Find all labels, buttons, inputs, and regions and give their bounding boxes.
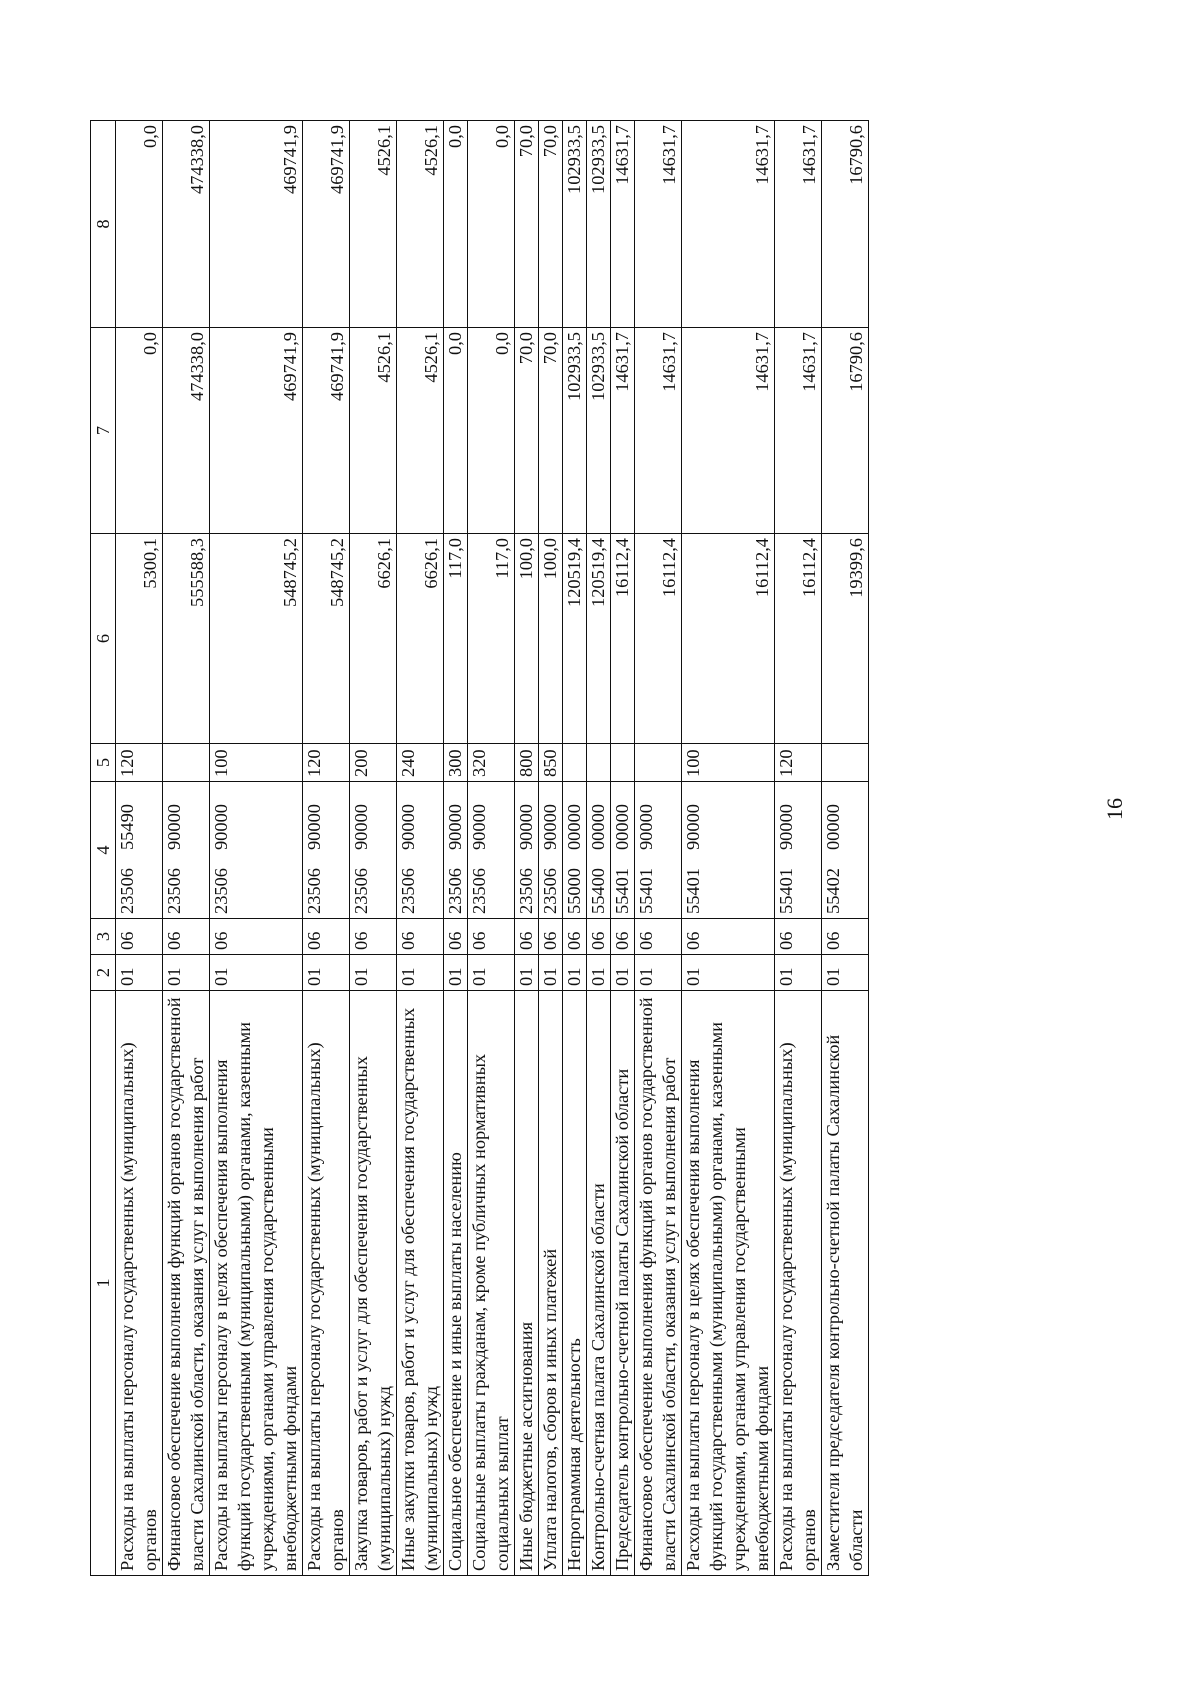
header-cell: 1 — [91, 991, 116, 1576]
target-article-program-code: 23506 — [469, 868, 489, 914]
name-cell: Расходы на выплаты персоналу в целях обеспечения выполнения функций государственными (муниципальными) органами, казенными учреждениями, органами управления государственными внебюджетными фондами — [210, 991, 303, 1576]
table-row — [210, 121, 303, 1576]
table-row — [303, 121, 350, 1576]
amount-col6-cell: 16112,4 — [611, 534, 635, 744]
name-cell: Иные бюджетные ассигнования — [515, 991, 539, 1576]
target-article-cell — [635, 782, 682, 919]
section-code-cell: 01 — [587, 955, 611, 991]
target-article-direction-code: 90000 — [683, 804, 703, 851]
amount-col7-cell: 16790,6 — [822, 328, 869, 534]
amount-col8-cell: 469741,9 — [210, 121, 303, 328]
amount-col7-cell: 102933,5 — [563, 328, 587, 534]
section-code-cell: 01 — [611, 955, 635, 991]
target-article-cell — [163, 782, 210, 919]
name-cell: Уплата налогов, сборов и иных платежей — [539, 991, 563, 1576]
amount-col6-cell: 117,0 — [444, 534, 468, 744]
section-code-cell: 01 — [116, 955, 163, 991]
amount-col6-cell: 548745,2 — [210, 534, 303, 744]
target-article-cell — [775, 782, 822, 919]
table-row — [397, 121, 444, 1576]
section-code-cell: 01 — [444, 955, 468, 991]
header-cell: 3 — [91, 919, 116, 955]
name-cell: Расходы на выплаты персоналу государственных (муниципальных) органов — [116, 991, 163, 1576]
amount-col7-cell: 14631,7 — [611, 328, 635, 534]
name-cell: Финансовое обеспечение выполнения функций органов государственной власти Сахалинской области, оказания услуг и выполнения работ — [635, 991, 682, 1576]
amount-col8-cell: 14631,7 — [611, 121, 635, 328]
target-article-program-code: 55401 — [776, 868, 796, 914]
amount-col7-cell: 4526,1 — [350, 328, 397, 534]
table-row — [563, 121, 587, 1576]
target-article-cell — [444, 782, 468, 919]
budget-table — [90, 120, 869, 1576]
target-article-direction-code: 90000 — [351, 804, 371, 851]
header-cell: 5 — [91, 744, 116, 782]
amount-col7-cell: 0,0 — [468, 328, 515, 534]
section-code-cell: 01 — [682, 955, 775, 991]
target-article-cell — [350, 782, 397, 919]
table-row — [775, 121, 822, 1576]
name-cell: Заместители председателя контрольно-счетной палаты Сахалинской области — [822, 991, 869, 1576]
amount-col7-cell: 14631,7 — [682, 328, 775, 534]
subsection-code-cell: 06 — [822, 919, 869, 955]
target-article-program-code: 23506 — [211, 868, 231, 914]
target-article-direction-code: 00000 — [823, 804, 843, 851]
expense-type-cell: 800 — [515, 744, 539, 782]
expense-type-cell: 120 — [116, 744, 163, 782]
target-article-direction-code: 90000 — [445, 804, 465, 851]
table-row — [468, 121, 515, 1576]
target-article-cell — [611, 782, 635, 919]
section-code-cell: 01 — [163, 955, 210, 991]
amount-col8-cell: 4526,1 — [350, 121, 397, 328]
amount-col8-cell: 16790,6 — [822, 121, 869, 328]
subsection-code-cell: 06 — [635, 919, 682, 955]
name-cell: Непрограммная деятельность — [563, 991, 587, 1576]
amount-col8-cell: 14631,7 — [635, 121, 682, 328]
target-article-cell — [116, 782, 163, 919]
subsection-code-cell: 06 — [397, 919, 444, 955]
header-row — [91, 121, 116, 1576]
subsection-code-cell: 06 — [163, 919, 210, 955]
target-article-cell — [682, 782, 775, 919]
target-article-program-code: 55401 — [612, 868, 632, 914]
target-article-cell — [210, 782, 303, 919]
section-code-cell: 01 — [635, 955, 682, 991]
amount-col8-cell: 4526,1 — [397, 121, 444, 328]
subsection-code-cell: 06 — [587, 919, 611, 955]
expense-type-cell: 240 — [397, 744, 444, 782]
amount-col7-cell: 0,0 — [116, 328, 163, 534]
expense-type-cell — [635, 744, 682, 782]
amount-col8-cell: 102933,5 — [587, 121, 611, 328]
subsection-code-cell: 06 — [563, 919, 587, 955]
amount-col7-cell: 70,0 — [515, 328, 539, 534]
target-article-direction-code: 90000 — [516, 804, 536, 851]
subsection-code-cell: 06 — [210, 919, 303, 955]
name-cell: Социальные выплаты гражданам, кроме публичных нормативных социальных выплат — [468, 991, 515, 1576]
table-row — [350, 121, 397, 1576]
target-article-program-code: 55000 — [564, 868, 584, 914]
target-article-direction-code: 00000 — [612, 804, 632, 851]
target-article-program-code: 23506 — [516, 868, 536, 914]
target-article-direction-code: 90000 — [540, 804, 560, 851]
amount-col7-cell: 102933,5 — [587, 328, 611, 534]
amount-col6-cell: 6626,1 — [350, 534, 397, 744]
page-number: 16 — [1102, 798, 1127, 820]
section-code-cell: 01 — [539, 955, 563, 991]
header-cell: 7 — [91, 328, 116, 534]
target-article-program-code: 23506 — [351, 868, 371, 914]
subsection-code-cell: 06 — [539, 919, 563, 955]
table-row — [444, 121, 468, 1576]
amount-col8-cell: 70,0 — [539, 121, 563, 328]
expense-type-cell: 300 — [444, 744, 468, 782]
table-row — [163, 121, 210, 1576]
target-article-direction-code: 90000 — [636, 804, 656, 851]
target-article-program-code: 23506 — [398, 868, 418, 914]
name-cell: Финансовое обеспечение выполнения функций органов государственной власти Сахалинской области, оказания услуг и выполнения работ — [163, 991, 210, 1576]
target-article-program-code: 55401 — [683, 868, 703, 914]
amount-col7-cell: 0,0 — [444, 328, 468, 534]
target-article-cell — [303, 782, 350, 919]
target-article-direction-code: 90000 — [304, 804, 324, 851]
target-article-cell — [587, 782, 611, 919]
amount-col6-cell: 16112,4 — [775, 534, 822, 744]
target-article-program-code: 55402 — [823, 868, 843, 914]
amount-col7-cell: 469741,9 — [210, 328, 303, 534]
amount-col6-cell: 117,0 — [468, 534, 515, 744]
amount-col7-cell: 4526,1 — [397, 328, 444, 534]
amount-col6-cell: 16112,4 — [682, 534, 775, 744]
target-article-program-code: 23506 — [540, 868, 560, 914]
table-row — [539, 121, 563, 1576]
section-code-cell: 01 — [563, 955, 587, 991]
amount-col6-cell: 100,0 — [539, 534, 563, 744]
subsection-code-cell: 06 — [444, 919, 468, 955]
name-cell: Председатель контрольно-счетной палаты Сахалинской области — [611, 991, 635, 1576]
table-row — [611, 121, 635, 1576]
name-cell: Иные закупки товаров, работ и услуг для обеспечения государственных (муниципальных) нужд — [397, 991, 444, 1576]
name-cell: Расходы на выплаты персоналу государственных (муниципальных) органов — [303, 991, 350, 1576]
amount-col7-cell: 474338,0 — [163, 328, 210, 534]
amount-col7-cell: 14631,7 — [775, 328, 822, 534]
name-cell: Закупка товаров, работ и услуг для обеспечения государственных (муниципальных) нужд — [350, 991, 397, 1576]
subsection-code-cell: 06 — [682, 919, 775, 955]
target-article-direction-code: 00000 — [588, 804, 608, 851]
expense-type-cell: 100 — [682, 744, 775, 782]
header-cell: 4 — [91, 782, 116, 919]
amount-col6-cell: 5300,1 — [116, 534, 163, 744]
expense-type-cell — [163, 744, 210, 782]
target-article-direction-code: 90000 — [211, 804, 231, 851]
table-row — [587, 121, 611, 1576]
table-row — [635, 121, 682, 1576]
subsection-code-cell: 06 — [468, 919, 515, 955]
amount-col6-cell: 120519,4 — [587, 534, 611, 744]
amount-col8-cell: 14631,7 — [775, 121, 822, 328]
amount-col6-cell: 16112,4 — [635, 534, 682, 744]
name-cell: Расходы на выплаты персоналу в целях обеспечения выполнения функций государственными (муниципальными) органами, казенными учреждениями, органами управления государственными внебюджетными фондами — [682, 991, 775, 1576]
section-code-cell: 01 — [775, 955, 822, 991]
amount-col8-cell: 0,0 — [468, 121, 515, 328]
name-cell: Расходы на выплаты персоналу государственных (муниципальных) органов — [775, 991, 822, 1576]
expense-type-cell: 120 — [775, 744, 822, 782]
table-row — [682, 121, 775, 1576]
expense-type-cell: 100 — [210, 744, 303, 782]
expense-type-cell: 850 — [539, 744, 563, 782]
expense-type-cell: 320 — [468, 744, 515, 782]
target-article-program-code: 55401 — [636, 868, 656, 914]
amount-col8-cell: 70,0 — [515, 121, 539, 328]
target-article-cell — [539, 782, 563, 919]
expense-type-cell: 120 — [303, 744, 350, 782]
section-code-cell: 01 — [303, 955, 350, 991]
amount-col8-cell: 469741,9 — [303, 121, 350, 328]
amount-col7-cell: 14631,7 — [635, 328, 682, 534]
table-row — [822, 121, 869, 1576]
table-body — [116, 121, 869, 1576]
amount-col7-cell: 469741,9 — [303, 328, 350, 534]
amount-col6-cell: 100,0 — [515, 534, 539, 744]
target-article-program-code: 23506 — [117, 868, 137, 914]
amount-col8-cell: 474338,0 — [163, 121, 210, 328]
name-cell: Социальное обеспечение и иные выплаты населению — [444, 991, 468, 1576]
header-cell: 8 — [91, 121, 116, 328]
section-code-cell: 01 — [397, 955, 444, 991]
table-row — [515, 121, 539, 1576]
section-code-cell: 01 — [210, 955, 303, 991]
target-article-cell — [822, 782, 869, 919]
target-article-direction-code: 90000 — [776, 804, 796, 851]
section-code-cell: 01 — [468, 955, 515, 991]
name-cell: Контрольно-счетная палата Сахалинской области — [587, 991, 611, 1576]
expense-type-cell — [563, 744, 587, 782]
amount-col6-cell: 19399,6 — [822, 534, 869, 744]
header-cell: 2 — [91, 955, 116, 991]
section-code-cell: 01 — [822, 955, 869, 991]
target-article-cell — [563, 782, 587, 919]
amount-col6-cell: 6626,1 — [397, 534, 444, 744]
expense-type-cell — [611, 744, 635, 782]
table-row — [116, 121, 163, 1576]
amount-col8-cell: 0,0 — [116, 121, 163, 328]
target-article-cell — [468, 782, 515, 919]
expense-type-cell — [822, 744, 869, 782]
target-article-program-code: 55400 — [588, 868, 608, 914]
section-code-cell: 01 — [515, 955, 539, 991]
subsection-code-cell: 06 — [515, 919, 539, 955]
subsection-code-cell: 06 — [303, 919, 350, 955]
target-article-direction-code: 90000 — [398, 804, 418, 851]
target-article-direction-code: 00000 — [564, 804, 584, 851]
amount-col6-cell: 555588,3 — [163, 534, 210, 744]
target-article-cell — [397, 782, 444, 919]
target-article-direction-code: 90000 — [469, 804, 489, 851]
target-article-direction-code: 55490 — [117, 804, 137, 851]
amount-col6-cell: 120519,4 — [563, 534, 587, 744]
amount-col8-cell: 14631,7 — [682, 121, 775, 328]
target-article-program-code: 23506 — [304, 868, 324, 914]
subsection-code-cell: 06 — [116, 919, 163, 955]
subsection-code-cell: 06 — [775, 919, 822, 955]
section-code-cell: 01 — [350, 955, 397, 991]
subsection-code-cell: 06 — [350, 919, 397, 955]
amount-col6-cell: 548745,2 — [303, 534, 350, 744]
target-article-direction-code: 90000 — [164, 804, 184, 851]
subsection-code-cell: 06 — [611, 919, 635, 955]
amount-col8-cell: 102933,5 — [563, 121, 587, 328]
expense-type-cell: 200 — [350, 744, 397, 782]
target-article-program-code: 23506 — [445, 868, 465, 914]
target-article-program-code: 23506 — [164, 868, 184, 914]
amount-col8-cell: 0,0 — [444, 121, 468, 328]
expense-type-cell — [587, 744, 611, 782]
target-article-cell — [515, 782, 539, 919]
amount-col7-cell: 70,0 — [539, 328, 563, 534]
header-cell: 6 — [91, 534, 116, 744]
